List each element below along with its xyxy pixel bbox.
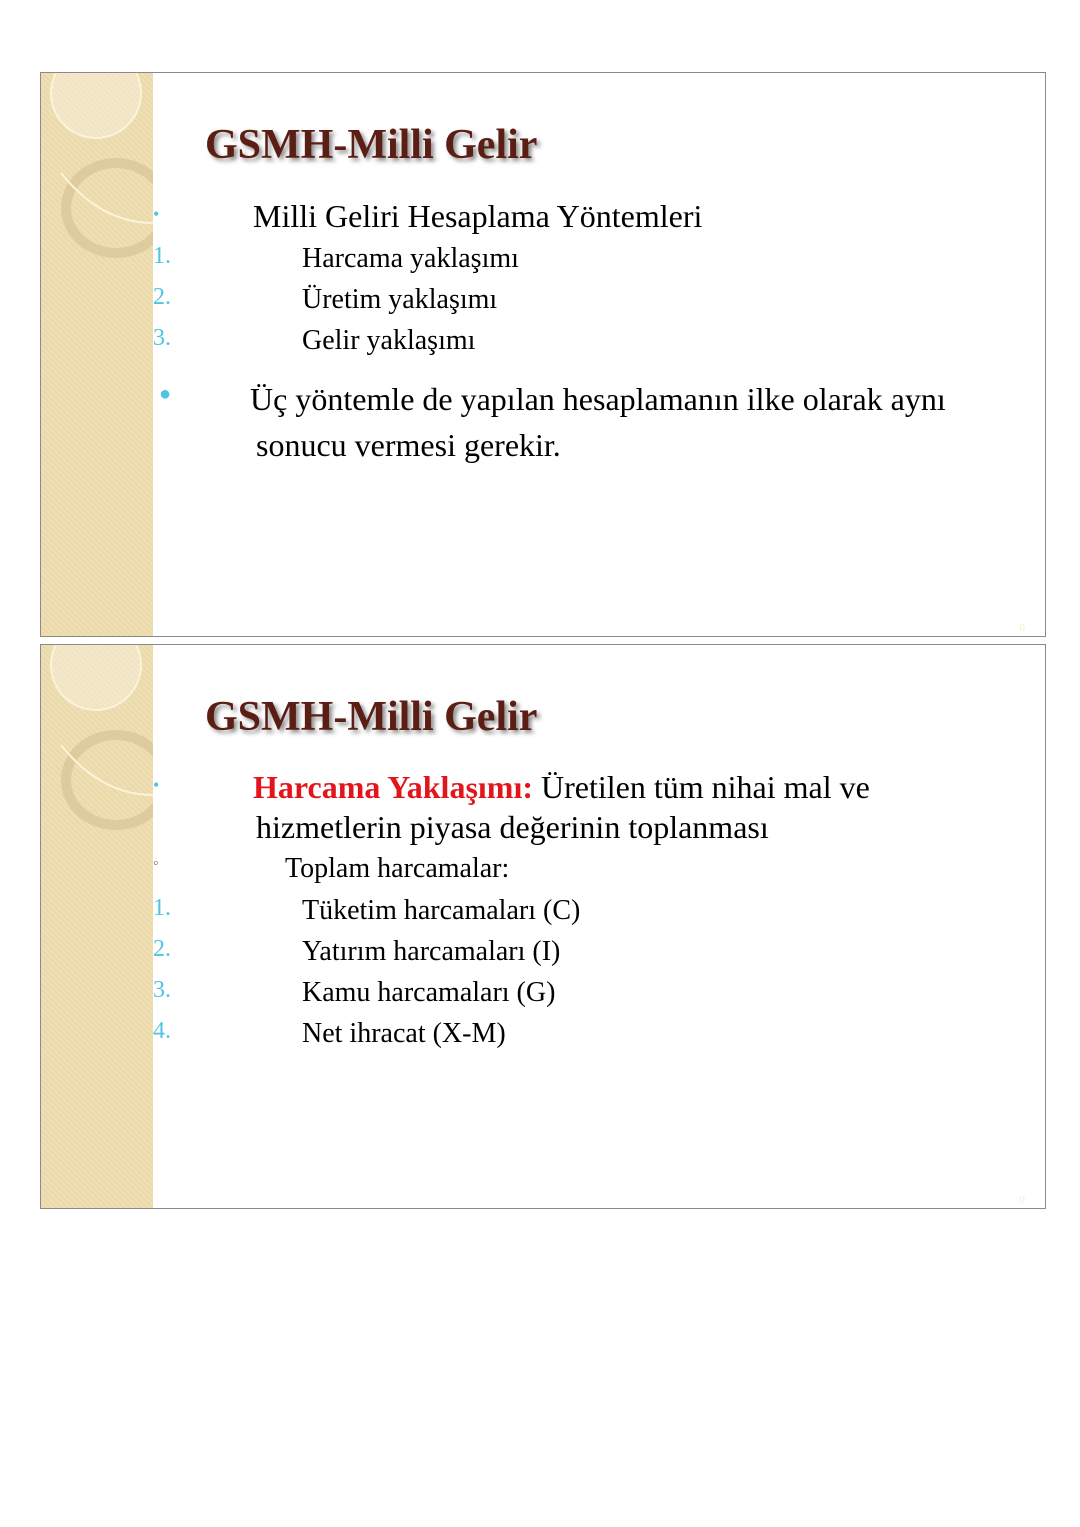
- slide-title: GSMH-Milli Gelir: [205, 122, 538, 168]
- list-number: 4.: [153, 1018, 171, 1044]
- list-text: Tüketim harcamaları (C): [302, 895, 581, 926]
- sub-heading: Toplam harcamalar:: [285, 853, 510, 884]
- list-number: 3.: [153, 977, 171, 1003]
- note-line: Üç yöntemle de yapılan hesaplamanın ilke olarak aynı: [250, 381, 946, 417]
- bullet-icon: •: [153, 775, 160, 795]
- slide-number: 0: [1019, 1194, 1025, 1206]
- heading-text: hizmetlerin piyasa değerinin toplanması: [256, 809, 769, 845]
- slide-number: 0: [1019, 622, 1025, 634]
- list-number: 2.: [153, 936, 171, 962]
- slide-decoration-sidebar: [41, 73, 153, 636]
- ring-decoration-icon: [41, 645, 153, 1209]
- section-heading: Milli Geliri Hesaplama Yöntemleri: [253, 198, 703, 234]
- slide-title: GSMH-Milli Gelir: [205, 694, 538, 740]
- bullet-icon: ●: [159, 383, 172, 405]
- slide-2: [40, 644, 1046, 1209]
- list-number: 1.: [153, 243, 171, 269]
- list-text: Üretim yaklaşımı: [302, 284, 498, 315]
- slide-1: [40, 72, 1046, 637]
- list-text: Kamu harcamaları (G): [302, 977, 556, 1008]
- list-text: Gelir yaklaşımı: [302, 325, 476, 356]
- ring-decoration-icon: [41, 73, 153, 637]
- list-text: Net ihracat (X-M): [302, 1018, 506, 1049]
- list-number: 3.: [153, 325, 171, 351]
- slide-decoration-sidebar: [41, 645, 153, 1208]
- heading-label: Harcama Yaklaşımı:: [253, 769, 533, 805]
- list-text: Yatırım harcamaları (I): [302, 936, 561, 967]
- note-line: sonucu vermesi gerekir.: [256, 427, 561, 463]
- list-number: 1.: [153, 895, 171, 921]
- list-text: Harcama yaklaşımı: [302, 243, 519, 274]
- heading-text: Üretilen tüm nihai mal ve: [532, 769, 870, 805]
- sub-bullet-icon: ◦: [153, 855, 159, 872]
- list-number: 2.: [153, 284, 171, 310]
- bullet-icon: •: [153, 204, 160, 224]
